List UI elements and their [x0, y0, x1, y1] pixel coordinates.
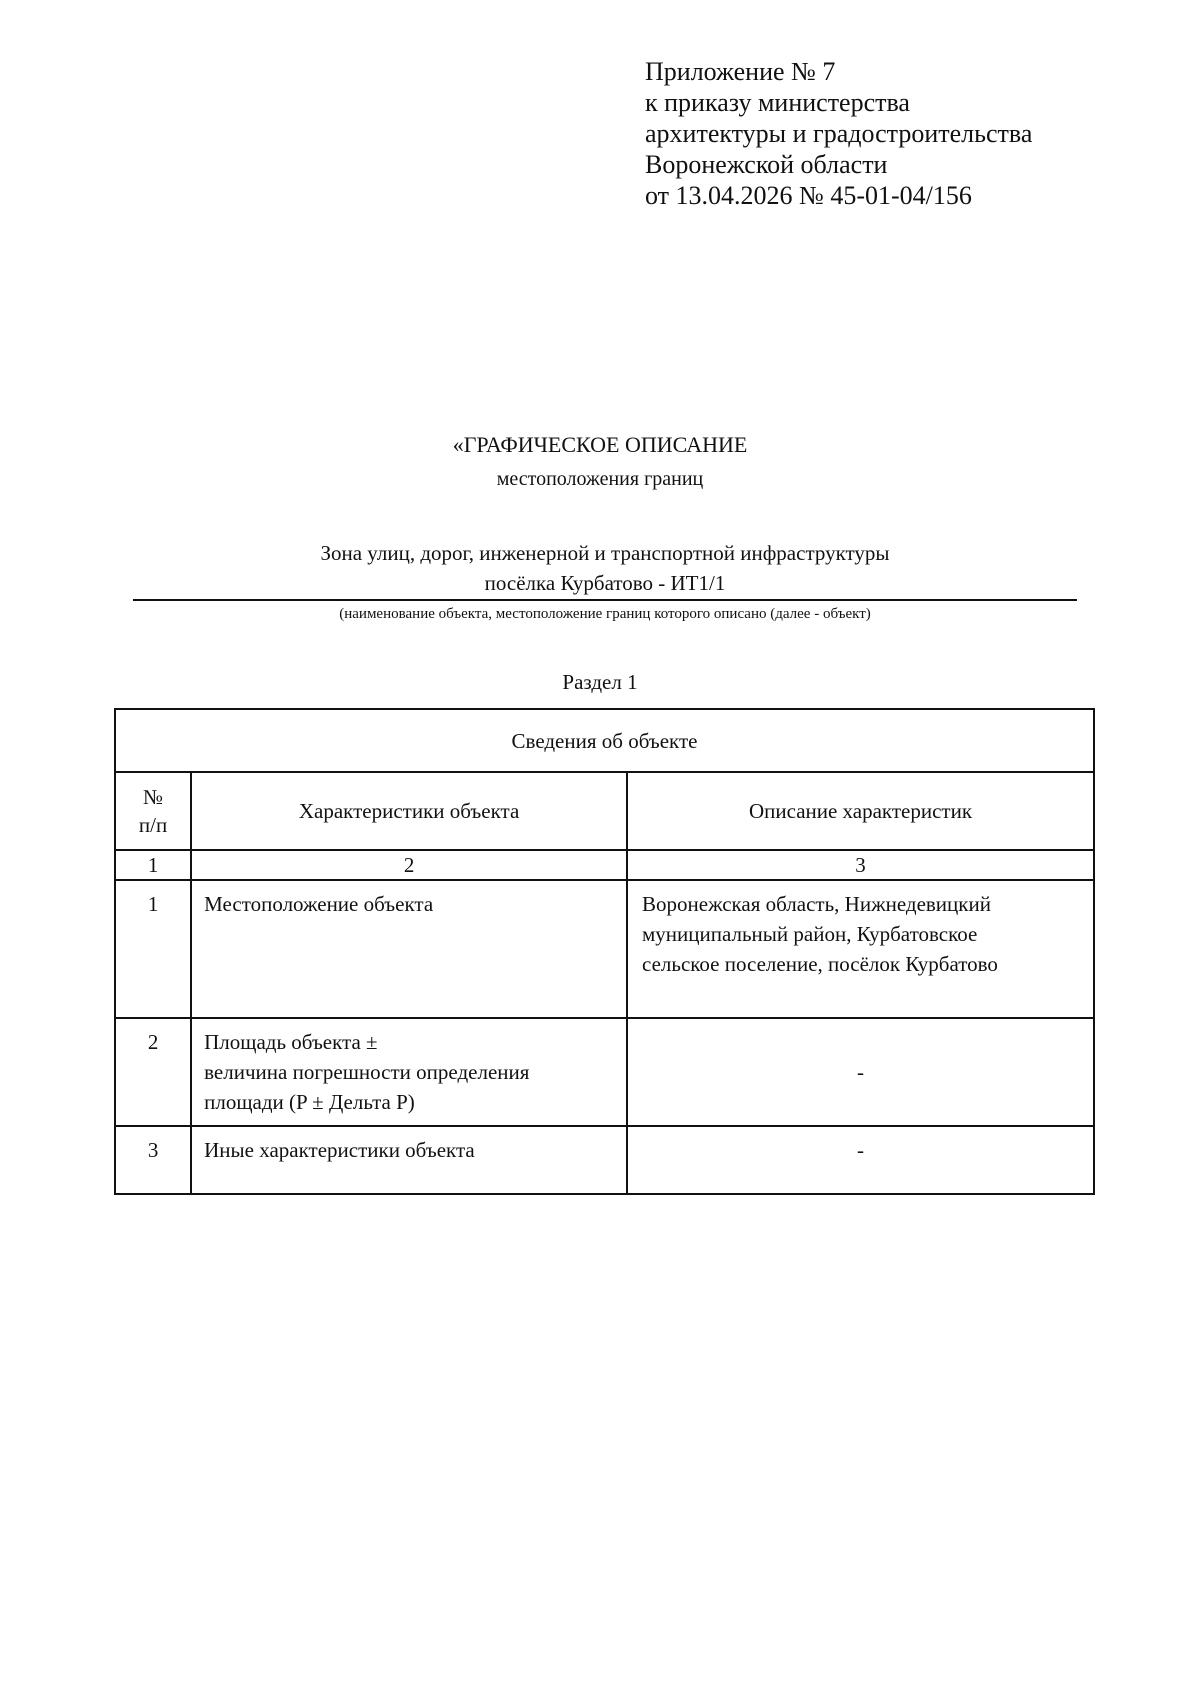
title-subtitle: местоположения границ: [496, 468, 704, 490]
row-characteristic-line: Местоположение объекта: [204, 892, 434, 916]
column-number: 3: [627, 850, 1094, 880]
header-number: [115, 772, 191, 850]
header-characteristics: Характеристики объекта: [191, 772, 627, 850]
row-characteristic: [191, 1126, 627, 1194]
section-label: Раздел 1: [562, 670, 638, 694]
appendix-line: от 13.04.2026 № 45-01-04/156: [645, 181, 972, 210]
object-name-line: посёлка Курбатово - ИТ1/1: [484, 571, 726, 595]
row-number: 1: [115, 880, 191, 1018]
row-description: [627, 880, 1094, 1018]
row-description: -: [627, 1126, 1094, 1194]
row-description-line: муниципальный район, Курбатовское: [642, 922, 978, 946]
column-number: 1: [115, 850, 191, 880]
row-characteristic-line: площади (P ± Дельта P): [204, 1090, 415, 1114]
row-characteristic: [191, 1018, 627, 1126]
appendix-line: к приказу министерства: [645, 88, 910, 117]
table-row: [115, 1018, 1094, 1126]
object-name-line: Зона улиц, дорог, инженерной и транспортной инфраструктуры: [320, 541, 890, 565]
object-info-table: [114, 708, 1095, 1195]
appendix-reference: [645, 56, 1165, 211]
row-description-line: сельское поселение, посёлок Курбатово: [642, 952, 998, 976]
row-characteristic-line: величина погрешности определения: [204, 1060, 530, 1084]
row-characteristic-line: Площадь объекта ±: [204, 1030, 378, 1054]
header-number-line: №: [143, 785, 164, 809]
row-description: -: [627, 1018, 1094, 1126]
object-name: [133, 538, 1077, 598]
column-number: 2: [191, 850, 627, 880]
row-number: 2: [115, 1018, 191, 1126]
appendix-line: Воронежской области: [645, 150, 888, 179]
table-row: [115, 1126, 1094, 1194]
appendix-line: Приложение № 7: [645, 57, 836, 86]
title-main: «ГРАФИЧЕСКОЕ ОПИСАНИЕ: [452, 432, 748, 457]
table-caption: Сведения об объекте: [115, 709, 1094, 772]
row-number: 3: [115, 1126, 191, 1194]
object-name-caption: (наименование объекта, местоположение границ которого описано (далее - объект): [339, 606, 871, 622]
row-characteristic: [191, 880, 627, 1018]
header-number-line: п/п: [138, 813, 168, 837]
table-caption-row: [115, 709, 1094, 772]
header-description: Описание характеристик: [627, 772, 1094, 850]
row-description-line: Воронежская область, Нижнедевицкий: [642, 892, 991, 916]
column-number-row: [115, 850, 1094, 880]
document-title: [120, 430, 1080, 494]
table-row: [115, 880, 1094, 1018]
row-characteristic-line: Иные характеристики объекта: [204, 1138, 475, 1162]
table-header-row: [115, 772, 1094, 850]
appendix-line: архитектуры и градостроительства: [645, 119, 1033, 148]
object-name-underline: [133, 599, 1077, 601]
